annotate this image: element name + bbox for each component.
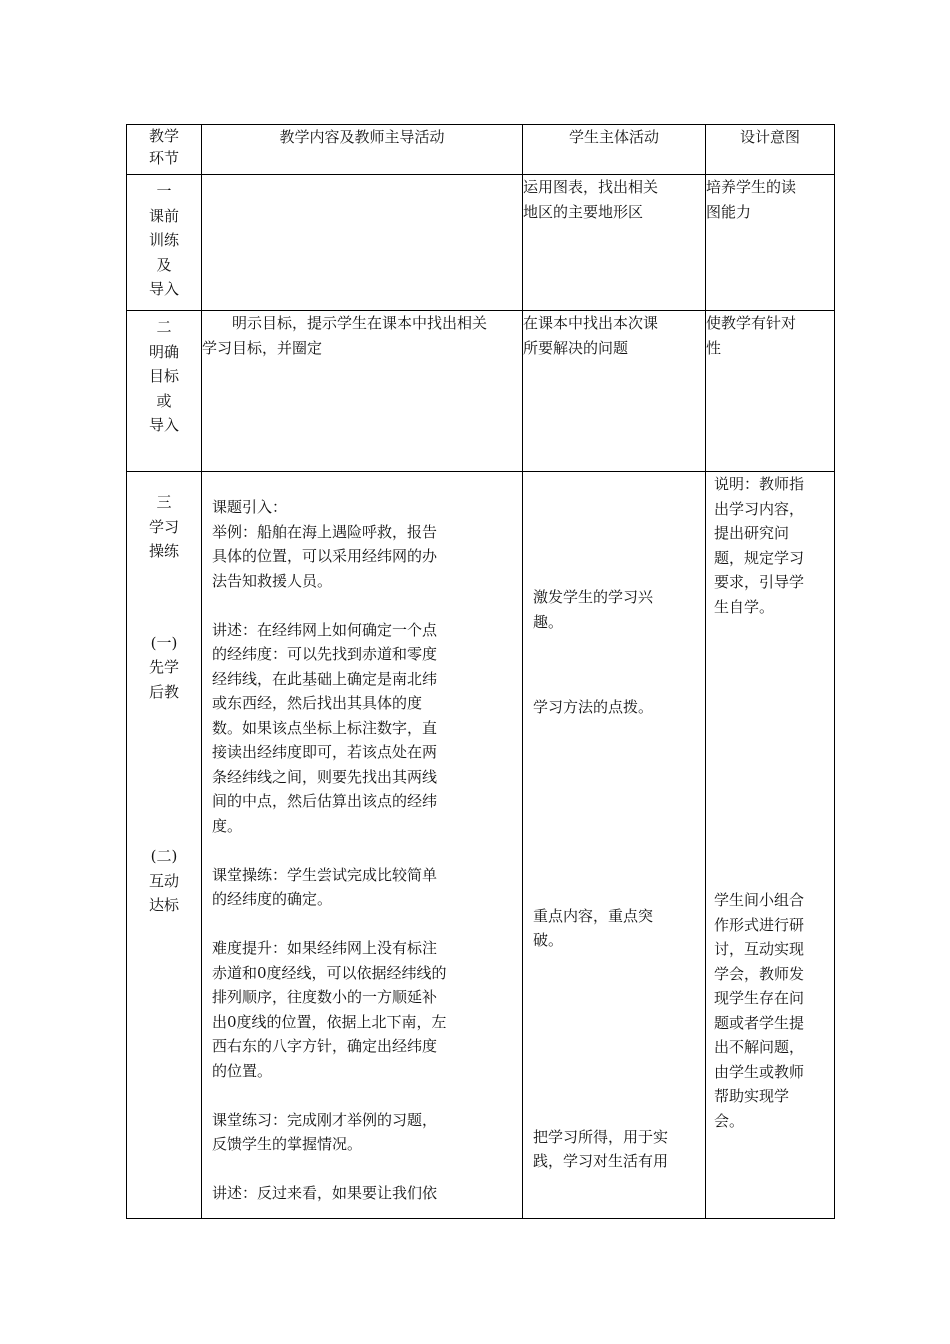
intent-text: 学会，教师发	[714, 964, 805, 983]
content-text: 法告知救援人员。	[212, 571, 333, 590]
spacer	[212, 1157, 514, 1182]
intent-text: 会。	[714, 1111, 745, 1130]
stage-line: 二	[156, 318, 172, 336]
intent-text: 题或者学生提	[714, 1013, 805, 1032]
content-text: 的经纬度：可以先找到赤道和零度	[212, 645, 438, 663]
stage-cell-3	[127, 472, 202, 1219]
content-text: 反馈学生的掌握情况。	[212, 1135, 363, 1153]
student-text: 在课本中找出本次课	[523, 314, 659, 332]
spacer	[212, 838, 514, 863]
intent-text: 图能力	[706, 202, 752, 221]
intent-cell-3	[706, 472, 835, 1219]
stage-cell-1	[127, 175, 202, 311]
intent-text: 要求，引导学	[714, 573, 805, 591]
content-text: 出0度线的位置，依据上北下南，左	[212, 1012, 447, 1031]
student-text: 重点内容，重点突	[533, 906, 654, 925]
student-text: 把学习所得，用于实	[533, 1127, 669, 1146]
intent-cell-2	[706, 311, 835, 472]
intent-text: 培养学生的读	[706, 178, 797, 196]
content-text: 度。	[212, 816, 243, 835]
stage-line: 学习	[148, 517, 179, 536]
content-text: 数。如果该点坐标上标注数字，直	[212, 718, 438, 737]
content-text: 接读出经纬度即可，若该点处在两	[212, 743, 438, 761]
spacer	[212, 1083, 514, 1108]
intent-text: 帮助实现学	[714, 1087, 790, 1105]
student-cell-2	[523, 311, 706, 472]
student-text: 学习方法的点拨。	[533, 698, 654, 716]
stage-line: 及	[156, 255, 172, 274]
content-text: 的经纬度的确定。	[212, 890, 333, 908]
content-text: 的位置。	[212, 1061, 273, 1080]
stage-line: 训练	[148, 231, 179, 249]
intent-text: 说明：教师指	[714, 475, 805, 493]
stage-group-main	[127, 472, 201, 564]
stage-line: 或	[156, 391, 172, 410]
content-text: 经纬线，在此基础上确定是南北纬	[212, 669, 438, 688]
student-text: 运用图表，找出相关	[523, 178, 659, 196]
content-text: 西右东的八字方针，确定出经纬度	[212, 1037, 438, 1055]
intent-text: 作形式进行研	[714, 915, 805, 934]
lesson-plan-table	[126, 124, 835, 1219]
stage-line: (一)	[150, 633, 178, 652]
stage-line: 后教	[148, 682, 179, 701]
student-text: 所要解决的问题	[523, 338, 629, 357]
stage-group-sub2	[127, 704, 201, 918]
table-header-row	[127, 125, 835, 175]
content-text: 具体的位置，可以采用经纬网的办	[212, 547, 438, 565]
intent-text: 出不解问题，	[714, 1038, 805, 1056]
stage-line: 互动	[148, 871, 179, 890]
stage-group-sub1	[127, 564, 201, 705]
student-text: 趣。	[533, 612, 564, 631]
header-content: 教学内容及教师主导活动	[202, 125, 523, 175]
content-cell-2	[202, 311, 523, 472]
stage-line: 三	[156, 493, 172, 511]
content-text: 举例：船舶在海上遇险呼救，报告	[212, 522, 438, 541]
student-text: 激发学生的学习兴	[533, 588, 654, 606]
stage-line: 课前	[148, 206, 179, 225]
header-stage	[127, 125, 202, 175]
intent-text: 使教学有针对	[706, 314, 797, 332]
content-text: 条经纬线之间，则要先找出其两线	[212, 767, 438, 786]
content-text: 赤道和0度经线，可以依据经纬线的	[212, 963, 447, 982]
stage-line: 导入	[148, 280, 179, 298]
stage-cell-2	[127, 311, 202, 472]
content-text: 明示目标，提示学生在课本中找出相关	[232, 314, 488, 332]
student-cell-1	[523, 175, 706, 311]
intent-text: 生自学。	[714, 597, 775, 616]
content-text: 课题引入：	[212, 498, 288, 516]
stage-line: 操练	[148, 542, 179, 560]
content-text: 学习目标，并圈定	[202, 338, 323, 357]
intent-text: 提出研究问	[714, 524, 790, 542]
table-row-practice	[127, 472, 835, 1219]
content-text: 讲述：反过来看，如果要让我们依	[212, 1184, 438, 1202]
content-text: 排列顺序，往度数小的一方顺延补	[212, 988, 438, 1006]
header-stage-line: 教学	[148, 127, 179, 145]
student-text: 破。	[533, 931, 564, 949]
header-intent: 设计意图	[706, 125, 835, 175]
stage-line: 目标	[148, 367, 179, 385]
intent-text: 现学生存在问	[714, 989, 805, 1007]
intent-text: 学生间小组合	[714, 891, 805, 909]
stage-line: 一	[156, 182, 172, 200]
stage-line: 导入	[148, 416, 179, 434]
table-row-pre-class	[127, 175, 835, 311]
header-student: 学生主体活动	[523, 125, 706, 175]
intent-text: 讨，互动实现	[714, 940, 805, 958]
spacer	[212, 912, 514, 937]
stage-line: (二)	[150, 847, 178, 865]
content-text: 或东西经，然后找出其具体的度	[212, 694, 423, 712]
stage-line: 先学	[148, 658, 179, 676]
content-text: 间的中点，然后估算出该点的经纬	[212, 792, 438, 810]
stage-line: 明确	[148, 342, 179, 361]
intent-text: 出学习内容，	[714, 499, 805, 518]
intent-cell-1	[706, 175, 835, 311]
content-text: 难度提升：如果经纬网上没有标注	[212, 939, 438, 957]
student-text: 践，学习对生活有用	[533, 1152, 669, 1170]
content-text: 课堂练习：完成刚才举例的习题，	[212, 1110, 438, 1129]
content-text: 课堂操练：学生尝试完成比较简单	[212, 865, 438, 884]
intent-text: 性	[706, 338, 722, 357]
student-text: 地区的主要地形区	[523, 202, 644, 221]
stage-line: 达标	[148, 896, 179, 914]
table-row-objectives	[127, 311, 835, 472]
header-stage-line: 环节	[148, 149, 179, 167]
spacer	[212, 593, 514, 618]
student-cell-3	[523, 472, 706, 1219]
intent-text: 题，规定学习	[714, 548, 805, 567]
intent-text: 由学生或教师	[714, 1062, 805, 1081]
content-cell-3	[202, 472, 523, 1219]
content-text: 讲述：在经纬网上如何确定一个点	[212, 620, 438, 639]
content-cell-1	[202, 175, 523, 311]
